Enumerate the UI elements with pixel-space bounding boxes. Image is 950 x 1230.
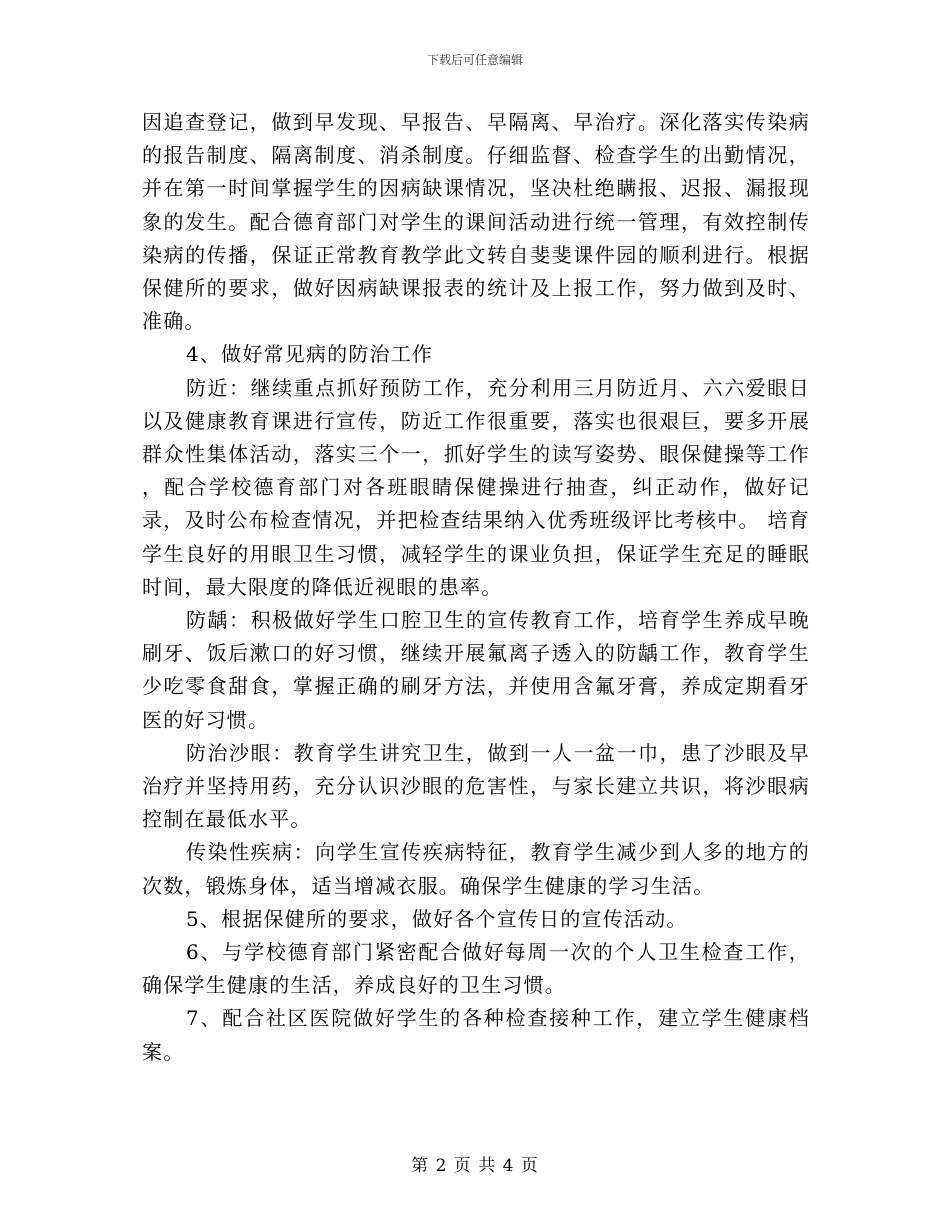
paragraph-3: 防近：继续重点抓好预防工作，充分利用三月防近月、六六爱眼日以及健康教育课进行宣传，防近工作很重要，落实也很艰巨，要多开展群众性集体活动，落实三个一，抓好学生的读写姿势、眼保健操等工作 ，配合学校德育部门对各班眼睛保健操进行抽查，纠正动作，做好记录，及时公布检查情况，并把检查结果纳入优秀班级评比考核中。 培育学生良好的用眼卫生习惯，减轻学生的课业负担，保证学生充足的睡眠时间，最大限度的降低近视眼的患率。	[142, 375, 810, 599]
paragraph-6: 传染性疾病：向学生宣传疾病特征，教育学生减少到人多的地方的次数，锻炼身体，适当增减衣服。确保学生健康的学习生活。	[142, 840, 810, 898]
paragraph-4: 防龋：积极做好学生口腔卫生的宣传教育工作，培育学生养成早晚刷牙、饭后漱口的好习惯，继续开展氟离子透入的防龋工作，教育学生少吃零食甜食，掌握正确的刷牙方法，并使用含氟牙膏，养成定期看牙医的好习惯。	[142, 608, 810, 732]
document-body	[142, 106, 810, 1069]
paragraph-8: 6、与学校德育部门紧密配合做好每周一次的个人卫生检查工作，确保学生健康的生活，养成良好的卫生习惯。	[142, 940, 810, 998]
paragraph-7: 5、根据保健所的要求，做好各个宣传日的宣传活动。	[186, 906, 688, 931]
paragraph-1: 因追查登记，做到早发现、早报告、早隔离、早治疗。深化落实传染病的报告制度、隔离制度、消杀制度。仔细监督、检查学生的出勤情况，并在第一时间掌握学生的因病缺课情况，坚决杜绝瞒报、迟报、漏报现象的发生。配合德育部门对学生的课间活动进行统一管理，有效控制传染病的传播，保证正常教育教学此文转自斐斐课件园的顺利进行。根据保健所的要求，做好因病缺课报表的统计及上报工作，努力做到及时、准确。	[142, 110, 810, 334]
paragraph-2: 4、做好常见病的防治工作	[186, 342, 434, 367]
paragraph-5: 防治沙眼：教育学生讲究卫生，做到一人一盆一巾，患了沙眼及早治疗并坚持用药，充分认识沙眼的危害性，与家长建立共识，将沙眼病控制在最低水平。	[142, 740, 810, 832]
page-footer: 第 2 页 共 4 页	[411, 1156, 539, 1176]
page-header: 下载后可任意编辑	[426, 53, 523, 67]
paragraph-9: 7、配合社区医院做好学生的各种检查接种工作，建立学生健康档案。	[142, 1006, 810, 1064]
